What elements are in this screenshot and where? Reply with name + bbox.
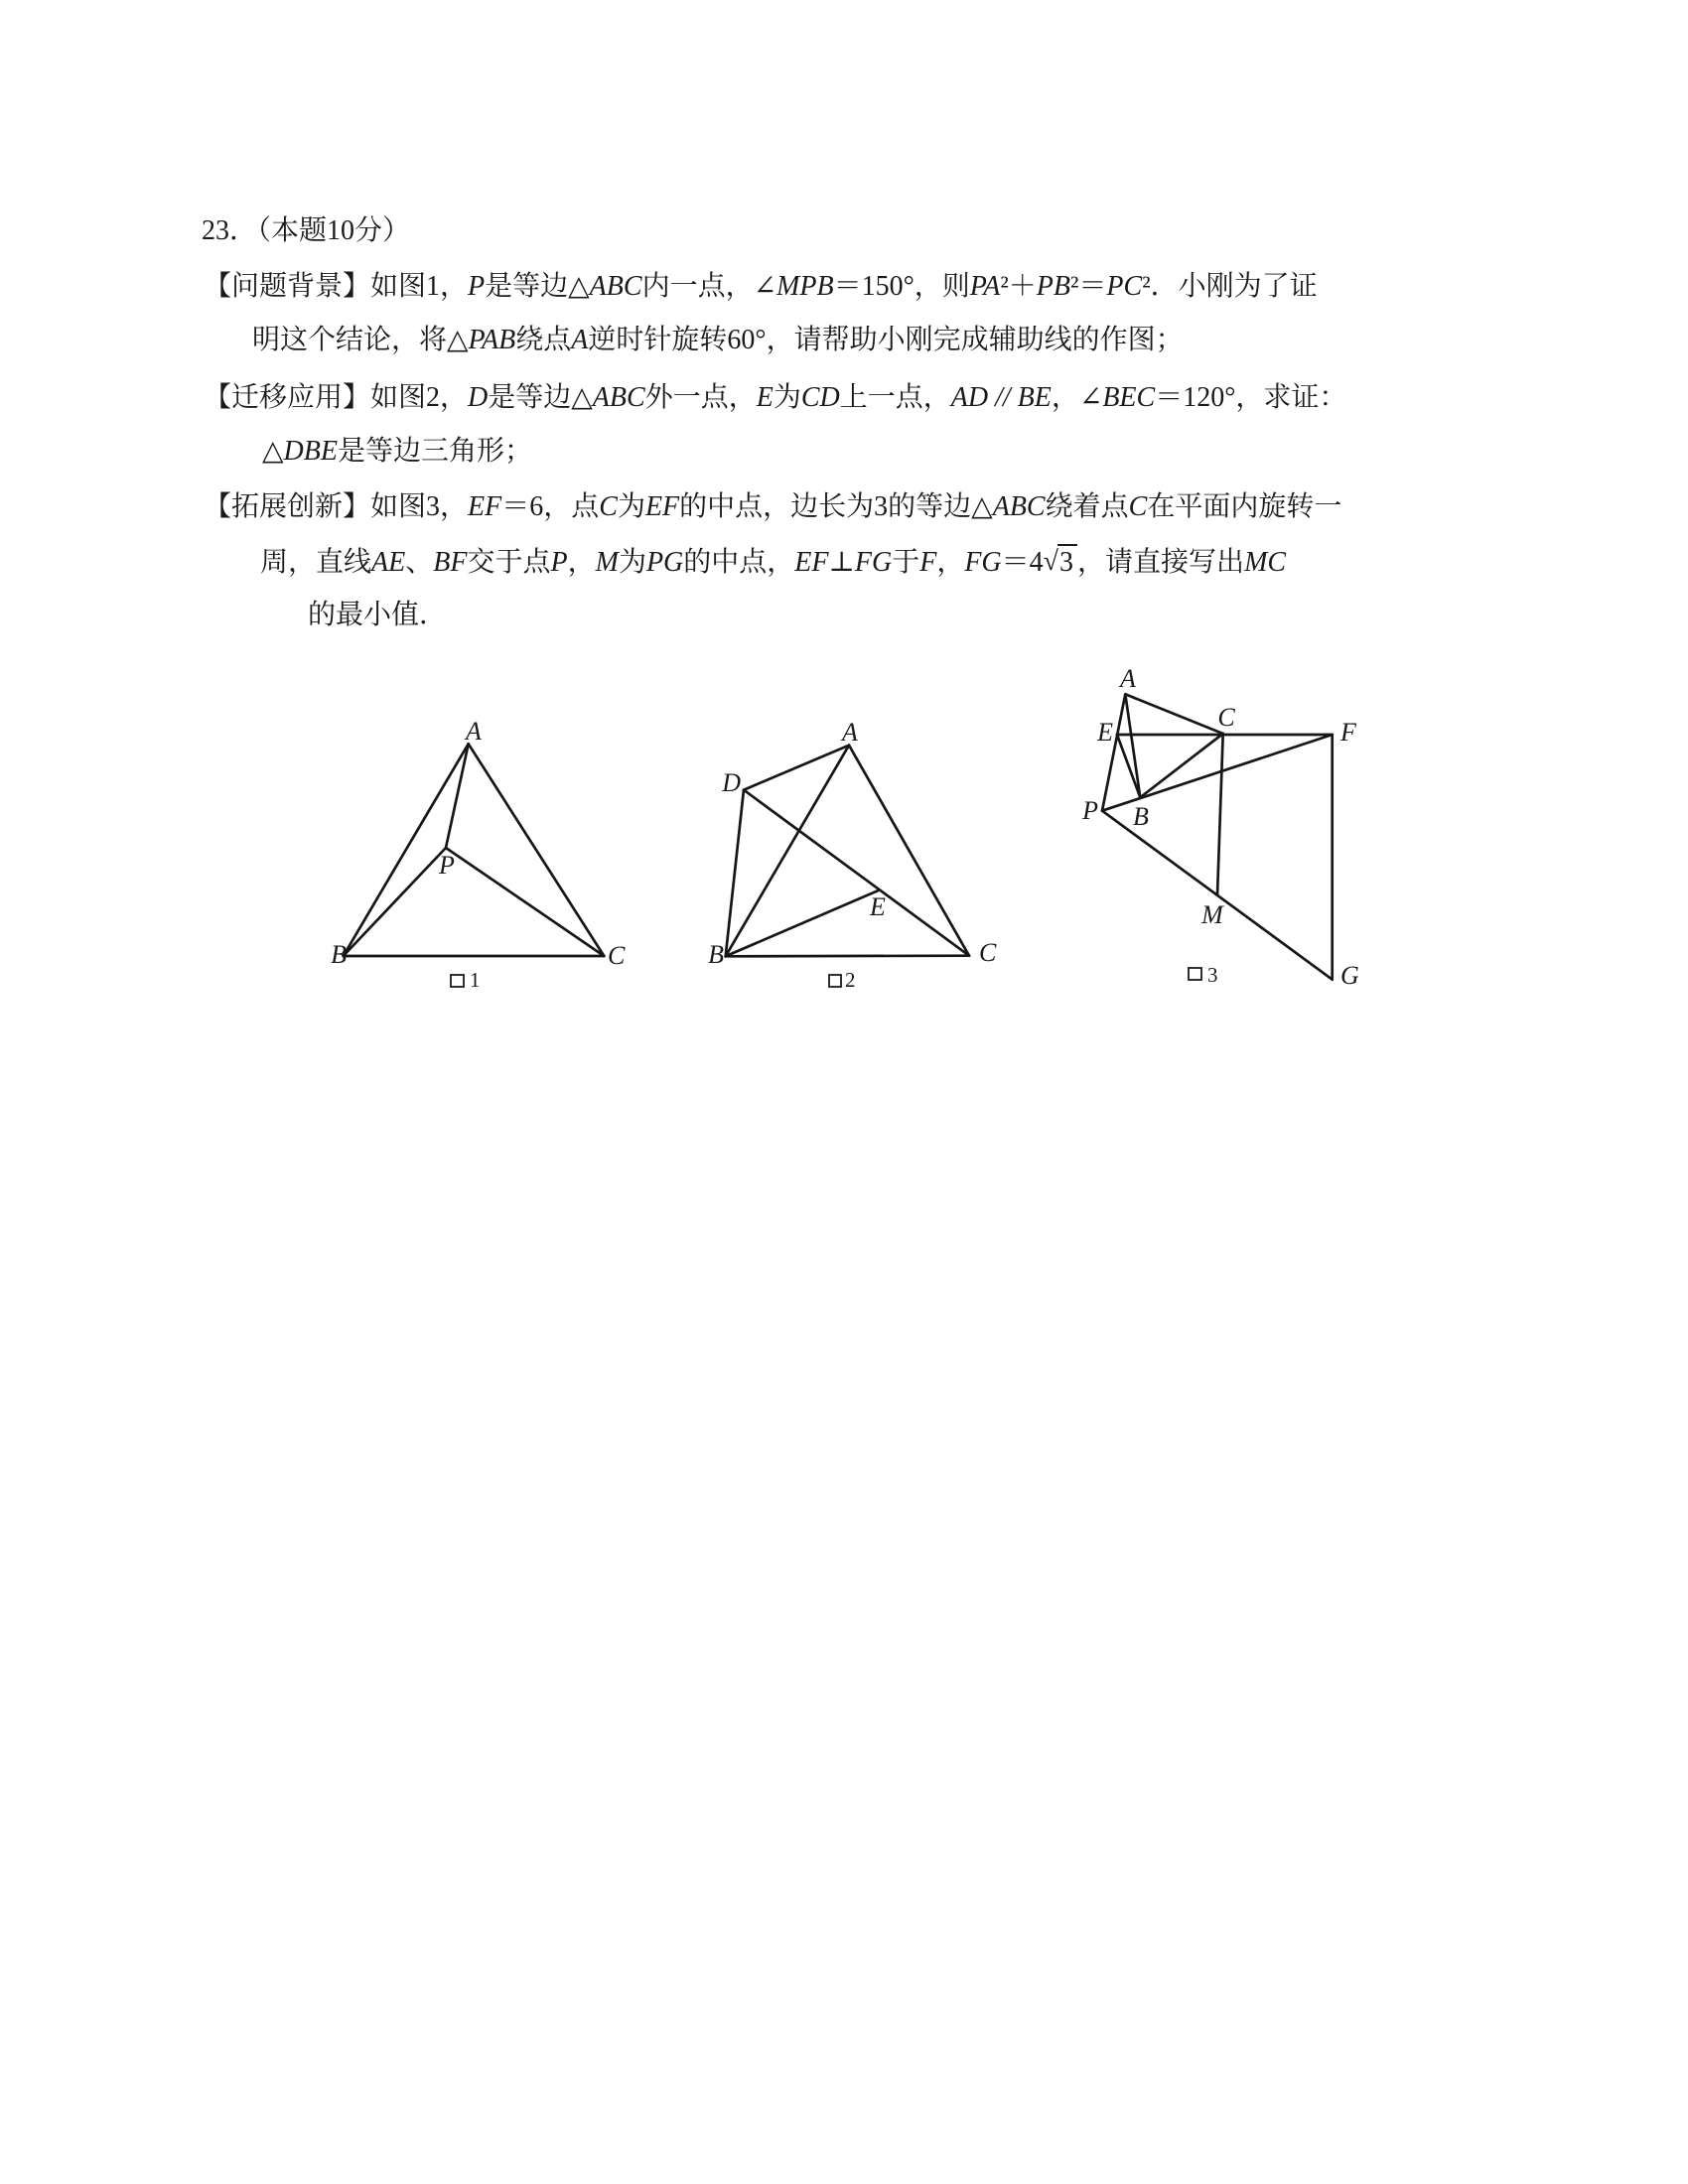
text-run: 23．（本题10分） xyxy=(202,215,411,246)
edge-PA xyxy=(446,744,469,848)
edge-AD xyxy=(744,746,849,790)
math-run: C xyxy=(1128,491,1148,522)
caption-number: 1 xyxy=(470,968,481,992)
text-run: 在平面内旋转一 xyxy=(1147,491,1342,522)
text-run: 、 xyxy=(405,547,434,578)
vertex-label-C: C xyxy=(979,938,997,967)
text-run: 的最小值． xyxy=(308,600,448,630)
extension-section-line2 xyxy=(260,544,1286,580)
edge-AB xyxy=(726,746,849,957)
extension-section-line1 xyxy=(204,490,1341,524)
text-run: 于 xyxy=(892,547,920,578)
text-run: 交于点 xyxy=(467,547,551,578)
edge-PC xyxy=(446,848,604,956)
figure-2 xyxy=(708,718,997,992)
edge-AP xyxy=(1102,694,1125,810)
math-run: ABC xyxy=(992,491,1046,522)
math-run: CD xyxy=(800,382,840,413)
vertex-label-A: A xyxy=(466,717,482,746)
edge-AC xyxy=(1125,694,1222,734)
text-run: 明这个结论，将△ xyxy=(252,325,469,355)
text-run: 是等边三角形； xyxy=(337,436,532,467)
vertex-label-C: C xyxy=(1217,703,1235,732)
text-run: 为 xyxy=(617,491,645,522)
vertex-label-C: C xyxy=(608,941,626,970)
math-run: PA xyxy=(969,271,1001,302)
math-run: P xyxy=(468,271,486,302)
text-run: 逆时针旋转60°，请帮助小刚完成辅助线的作图； xyxy=(588,325,1184,355)
text-run: ²．小刚为了证 xyxy=(1142,271,1318,302)
math-run: EF xyxy=(468,491,502,522)
edge-DC xyxy=(744,790,969,956)
text-run: 的中点，边长为3的等边△ xyxy=(679,491,993,522)
text-run: △ xyxy=(262,436,284,467)
sqrt-expression: √3 xyxy=(1044,544,1077,580)
text-run: 的中点， xyxy=(683,547,795,578)
edge-CA xyxy=(469,744,605,956)
text-run: 为 xyxy=(773,382,801,413)
text-run: 周，直线 xyxy=(260,547,372,578)
extension-section-line3 xyxy=(308,599,447,632)
text-run: 是等边△ xyxy=(485,271,590,302)
caption-number: 3 xyxy=(1207,963,1218,987)
text-run: ⊥ xyxy=(828,547,855,578)
vertex-label-P: P xyxy=(439,851,455,880)
math-run: ABC xyxy=(589,271,642,302)
caption-missing-glyph-box xyxy=(1189,968,1201,980)
math-run: A xyxy=(571,325,589,355)
vertex-label-A: A xyxy=(1120,664,1136,693)
math-run: BEC xyxy=(1102,382,1156,413)
math-run: D xyxy=(468,382,489,413)
text-run: 是等边△ xyxy=(488,382,593,413)
figure-3 xyxy=(1081,664,1359,990)
text-run: ，∠ xyxy=(1051,382,1103,413)
transfer-section-line2 xyxy=(262,435,532,469)
math-run: EF xyxy=(644,491,680,522)
text-run: ²＋ xyxy=(1000,271,1037,302)
math-run: AE xyxy=(371,547,406,578)
text-run: ＝120°，求证： xyxy=(1155,382,1347,413)
caption-number: 2 xyxy=(845,968,856,992)
vertex-label-B: B xyxy=(1133,802,1149,831)
edge-BE xyxy=(726,890,878,956)
edge-PB xyxy=(344,848,446,956)
math-run: BF xyxy=(433,547,468,578)
text-run: ，请直接写出 xyxy=(1077,547,1245,578)
caption-missing-glyph-box xyxy=(829,975,841,987)
math-run: E xyxy=(756,382,774,413)
problem-number-line xyxy=(202,214,410,248)
math-run: F xyxy=(919,547,937,578)
text-run: 外一点， xyxy=(644,382,757,413)
text-run: ， xyxy=(936,547,965,578)
edge-CM xyxy=(1217,734,1223,895)
text-run: ²＝ xyxy=(1070,271,1107,302)
text-run: ＝4 xyxy=(1001,547,1044,578)
text-run: ＝6，点 xyxy=(501,491,600,522)
edge-AB xyxy=(1125,694,1140,797)
math-run: M xyxy=(595,547,619,578)
vertex-label-P: P xyxy=(1082,796,1098,825)
edge-CA xyxy=(849,746,969,956)
math-run: PG xyxy=(645,547,684,578)
text-run: ， xyxy=(567,547,596,578)
vertex-label-F: F xyxy=(1340,718,1356,747)
math-run: MPB xyxy=(776,271,834,302)
background-section-line2 xyxy=(252,324,1184,357)
vertex-label-M: M xyxy=(1201,900,1223,929)
background-section-line1 xyxy=(204,270,1318,304)
text-run: ＝150°，则 xyxy=(833,271,970,302)
text-run: 绕点 xyxy=(515,325,572,355)
vertex-label-D: D xyxy=(722,768,741,797)
caption-missing-glyph-box xyxy=(451,975,464,987)
edge-BC xyxy=(726,956,969,957)
vertex-label-A: A xyxy=(842,718,858,747)
text-run: 上一点， xyxy=(839,382,951,413)
math-run: EF xyxy=(794,547,829,578)
math-run: FG xyxy=(964,547,1002,578)
vertex-label-E: E xyxy=(1097,718,1113,747)
math-run: FG xyxy=(854,547,893,578)
math-run: P xyxy=(550,547,568,578)
text-run: 【拓展创新】如图3， xyxy=(204,491,469,522)
math-run: PAB xyxy=(468,325,516,355)
math-run: AD // BE xyxy=(950,382,1052,413)
math-run: DBE xyxy=(283,436,338,467)
math-run: PC xyxy=(1106,271,1143,302)
text-run: 内一点，∠ xyxy=(641,271,777,302)
vertex-label-B: B xyxy=(708,940,724,969)
figure-1 xyxy=(331,717,626,992)
text-run: 绕着点 xyxy=(1045,491,1129,522)
text-run: 为 xyxy=(618,547,646,578)
text-run: 【迁移应用】如图2， xyxy=(204,382,469,413)
transfer-section-line1 xyxy=(204,381,1346,415)
math-run: MC xyxy=(1244,547,1287,578)
math-run: C xyxy=(599,491,618,522)
math-run: ABC xyxy=(592,382,645,413)
text-run: 【问题背景】如图1， xyxy=(204,271,469,302)
vertex-label-G: G xyxy=(1340,961,1359,990)
vertex-label-B: B xyxy=(331,940,347,969)
geometry-figures-canvas xyxy=(298,645,1410,1013)
math-run: PB xyxy=(1036,271,1070,302)
vertex-label-E: E xyxy=(870,892,886,921)
edge-BC xyxy=(1140,734,1222,797)
